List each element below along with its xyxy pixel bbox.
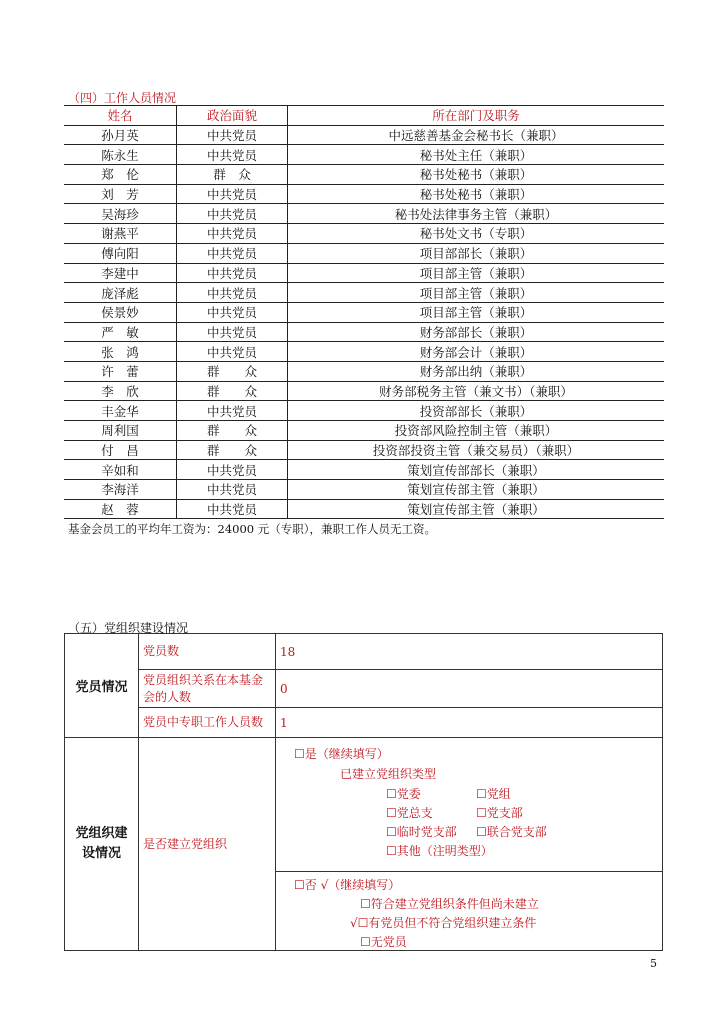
staff-name: 丰金华	[64, 401, 177, 421]
org-header	[65, 738, 139, 951]
section4-title: （四）工作人员情况	[68, 91, 177, 105]
staff-political-status: 中共党员	[177, 263, 288, 283]
staff-row	[64, 302, 664, 322]
staff-name: 李海洋	[64, 480, 177, 500]
no-type-no-members[interactable]: ☐无党员	[360, 935, 407, 949]
staff-political-status: 中共党员	[177, 204, 288, 224]
staff-position: 财务部会计（兼职）	[288, 342, 665, 362]
member-value: 18	[276, 634, 663, 670]
type-party-committee[interactable]: ☐党委	[386, 787, 421, 801]
member-row	[65, 634, 663, 670]
member-row	[65, 708, 663, 738]
no-type-eligible-not-built[interactable]: ☐符合建立党组织条件但尚未建立	[360, 897, 539, 911]
staff-position: 投资部投资主管（兼交易员）（兼职）	[288, 440, 665, 460]
staff-position: 秘书处法律事务主管（兼职）	[288, 204, 665, 224]
staff-row	[64, 421, 664, 441]
staff-position: 策划宣传部主管（兼职）	[288, 480, 665, 500]
staff-political-status: 中共党员	[177, 322, 288, 342]
staff-political-status: 中共党员	[177, 480, 288, 500]
staff-position: 秘书处秘书（兼职）	[288, 165, 665, 185]
member-value: 1	[276, 708, 663, 738]
staff-name: 张 鸿	[64, 342, 177, 362]
staff-position: 策划宣传部部长（兼职）	[288, 460, 665, 480]
staff-row	[64, 440, 664, 460]
staff-political-status: 中共党员	[177, 224, 288, 244]
staff-political-status: 中共党员	[177, 184, 288, 204]
staff-table	[64, 105, 664, 519]
yes-checkbox[interactable]: ☐是（继续填写）	[294, 747, 389, 761]
org-yes-cell	[276, 738, 663, 872]
staff-name: 辛如和	[64, 460, 177, 480]
staff-row	[64, 381, 664, 401]
staff-position: 财务部出纳（兼职）	[288, 361, 665, 381]
party-org-table	[64, 633, 663, 951]
staff-political-status: 中共党员	[177, 125, 288, 145]
no-checkbox[interactable]: ☐否 √（继续填写）	[294, 878, 401, 892]
staff-political-status: 群 众	[177, 381, 288, 401]
staff-row	[64, 499, 664, 519]
staff-row	[64, 204, 664, 224]
staff-position: 项目部主管（兼职）	[288, 302, 665, 322]
staff-position: 秘书处主任（兼职）	[288, 145, 665, 165]
section5-title: （五）党组织建设情况	[68, 621, 189, 635]
staff-row	[64, 401, 664, 421]
staff-political-status: 中共党员	[177, 460, 288, 480]
staff-row	[64, 243, 664, 263]
staff-row	[64, 342, 664, 362]
staff-row	[64, 361, 664, 381]
staff-row	[64, 224, 664, 244]
header-name: 姓名	[64, 106, 177, 126]
staff-name: 刘 芳	[64, 184, 177, 204]
type-joint-branch[interactable]: ☐联合党支部	[476, 825, 547, 839]
staff-position: 项目部主管（兼职）	[288, 283, 665, 303]
staff-row	[64, 480, 664, 500]
staff-position: 财务部税务主管（兼文书）（兼职）	[288, 381, 665, 401]
staff-name: 傅向阳	[64, 243, 177, 263]
staff-name: 陈永生	[64, 145, 177, 165]
staff-political-status: 中共党员	[177, 145, 288, 165]
staff-position: 项目部部长（兼职）	[288, 243, 665, 263]
staff-row	[64, 263, 664, 283]
member-row	[65, 670, 663, 708]
staff-position: 策划宣传部主管（兼职）	[288, 499, 665, 519]
staff-name: 吴海珍	[64, 204, 177, 224]
staff-name: 严 敏	[64, 322, 177, 342]
staff-row	[64, 322, 664, 342]
type-other[interactable]: ☐其他（注明类型）	[386, 844, 493, 858]
staff-political-status: 中共党员	[177, 243, 288, 263]
org-label: 是否建立党组织	[139, 738, 276, 951]
member-label: 党员数	[139, 634, 276, 670]
staff-name: 谢燕平	[64, 224, 177, 244]
members-header: 党员情况	[65, 634, 139, 738]
org-header-text: 党组织建设情况	[75, 826, 128, 861]
member-value: 0	[276, 670, 663, 708]
staff-political-status: 群 众	[177, 421, 288, 441]
staff-row	[64, 283, 664, 303]
staff-name: 周利国	[64, 421, 177, 441]
member-label: 党员中专职工作人员数	[139, 708, 276, 738]
staff-political-status: 群 众	[177, 361, 288, 381]
staff-name: 赵 蓉	[64, 499, 177, 519]
staff-political-status: 中共党员	[177, 401, 288, 421]
staff-table-header	[64, 106, 664, 126]
staff-position: 投资部部长（兼职）	[288, 401, 665, 421]
org-yes-row	[65, 738, 663, 872]
staff-row	[64, 184, 664, 204]
staff-name: 付 昌	[64, 440, 177, 460]
type-temporary-branch[interactable]: ☐临时党支部	[386, 825, 457, 839]
staff-row	[64, 165, 664, 185]
staff-row	[64, 145, 664, 165]
staff-name: 李 欣	[64, 381, 177, 401]
salary-note: 基金会员工的平均年工资为：24000 元（专职），兼职工作人员无工资。	[68, 522, 436, 536]
staff-position: 秘书处文书（专职）	[288, 224, 665, 244]
staff-name: 侯景妙	[64, 302, 177, 322]
member-label: 党员组织关系在本基金会的人数	[139, 670, 276, 708]
staff-row	[64, 125, 664, 145]
type-branch[interactable]: ☐党支部	[476, 806, 523, 820]
staff-position: 中远慈善基金会秘书长（兼职）	[288, 125, 665, 145]
staff-name: 许 蕾	[64, 361, 177, 381]
staff-position: 项目部主管（兼职）	[288, 263, 665, 283]
no-type-members-not-eligible[interactable]: √☐有党员但不符合党组织建立条件	[350, 916, 537, 930]
staff-political-status: 中共党员	[177, 302, 288, 322]
staff-political-status: 群 众	[177, 440, 288, 460]
type-general-branch[interactable]: ☐党总支	[386, 806, 433, 820]
header-department-position: 所在部门及职务	[288, 106, 665, 126]
staff-name: 李建中	[64, 263, 177, 283]
staff-name: 郑 伦	[64, 165, 177, 185]
staff-name: 庞泽彪	[64, 283, 177, 303]
staff-political-status: 群 众	[177, 165, 288, 185]
staff-row	[64, 460, 664, 480]
staff-position: 投资部风险控制主管（兼职）	[288, 421, 665, 441]
staff-political-status: 中共党员	[177, 342, 288, 362]
staff-name: 孙月英	[64, 125, 177, 145]
page-number: 5	[650, 957, 657, 970]
staff-political-status: 中共党员	[177, 283, 288, 303]
staff-position: 财务部部长（兼职）	[288, 322, 665, 342]
header-political-status: 政治面貌	[177, 106, 288, 126]
staff-political-status: 中共党员	[177, 499, 288, 519]
type-party-group[interactable]: ☐党组	[476, 787, 511, 801]
org-no-cell	[276, 872, 663, 951]
staff-position: 秘书处秘书（兼职）	[288, 184, 665, 204]
yes-type-label: 已建立党组织类型	[340, 767, 437, 781]
